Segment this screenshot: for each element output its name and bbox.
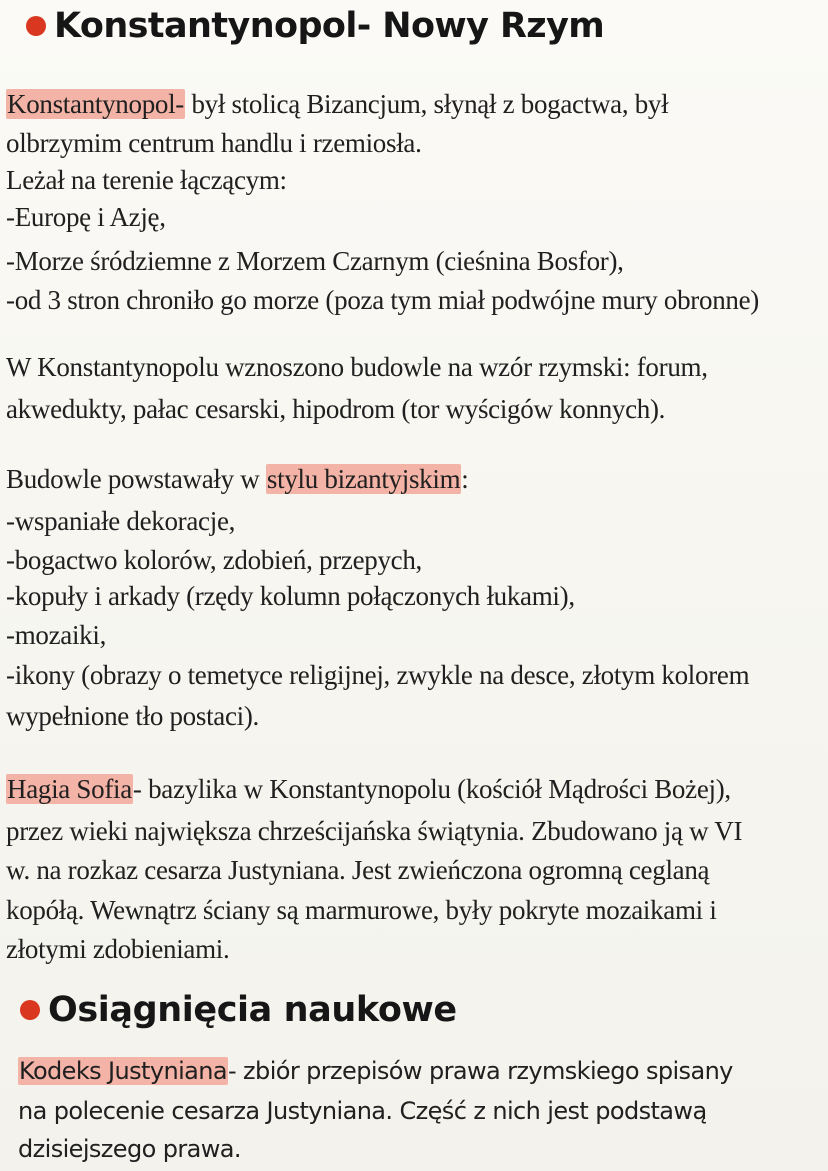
heading-text: Konstantynopol- Nowy Rzym (54, 6, 605, 46)
text-line: akwedukty, pałac cesarski, hipodrom (tor wyścigów konnych). (6, 394, 666, 424)
text-line: kopółą. Wewnątrz ściany są marmurowe, były pokryte mozaikami i (6, 895, 717, 925)
text-line: -wspaniałe dekoracje, (6, 506, 236, 536)
text-span: - bazylika w Konstantynopolu (kościół Mądrości Bożej), (132, 774, 731, 804)
text-line: olbrzymim centrum handlu i rzemiosła. (6, 128, 422, 158)
text-line: w. na rozkaz cesarza Justyniana. Jest zwieńczona ogromną ceglaną (6, 855, 710, 885)
highlighted-term: Konstantynopol- (7, 89, 184, 119)
section-heading-osiagniecia (20, 990, 457, 1030)
text-line (18, 1053, 733, 1088)
text-line: złotymi zdobieniami. (6, 934, 230, 964)
text-line: -kopuły i arkady (rzędy kolumn połączonych łukami), (6, 581, 575, 611)
text-line (6, 87, 668, 121)
text-span: Budowle powstawały w (6, 464, 266, 494)
text-line: -Europę i Azję, (6, 202, 166, 232)
text-line (6, 462, 468, 496)
highlighted-term: Hagia Sofia (7, 774, 132, 804)
heading-text: Osiągnięcia naukowe (48, 990, 457, 1030)
text-line: wypełnione tło postaci). (6, 701, 259, 731)
text-line: -bogactwo kolorów, zdobień, przepych, (6, 545, 423, 575)
text-line: przez wieki największa chrześcijańska świątynia. Zbudowano ją w VI (6, 816, 743, 846)
text-line: -od 3 stron chroniło go morze (poza tym miał podwójne mury obronne) (6, 285, 759, 315)
section-heading-konstantynopol (26, 6, 604, 46)
red-bullet-icon (26, 16, 46, 36)
text-line: dzisiejszego prawa. (18, 1135, 241, 1163)
red-bullet-icon (20, 1000, 40, 1020)
highlighted-term: Kodeks Justyniana (19, 1057, 227, 1085)
text-line: na polecenie cesarza Justyniana. Część z nich jest podstawą (18, 1097, 707, 1125)
text-span: - zbiór przepisów prawa rzymskiego spisany (227, 1057, 733, 1085)
highlighted-term: stylu bizantyjskim (266, 464, 461, 494)
text-line: -Morze śródziemne z Morzem Czarnym (cieśnina Bosfor), (6, 246, 624, 276)
text-line: -mozaiki, (6, 620, 107, 650)
text-span: : (461, 464, 469, 494)
text-line: -ikony (obrazy o temetyce religijnej, zwykle na desce, złotym kolorem (6, 660, 750, 690)
text-span: był stolicą Bizancjum, słynął z bogactwa, był (185, 89, 669, 119)
text-line (6, 772, 731, 806)
text-line: Leżał na terenie łączącym: (6, 165, 287, 195)
text-line: W Konstantynopolu wznoszono budowle na wzór rzymski: forum, (6, 352, 708, 382)
